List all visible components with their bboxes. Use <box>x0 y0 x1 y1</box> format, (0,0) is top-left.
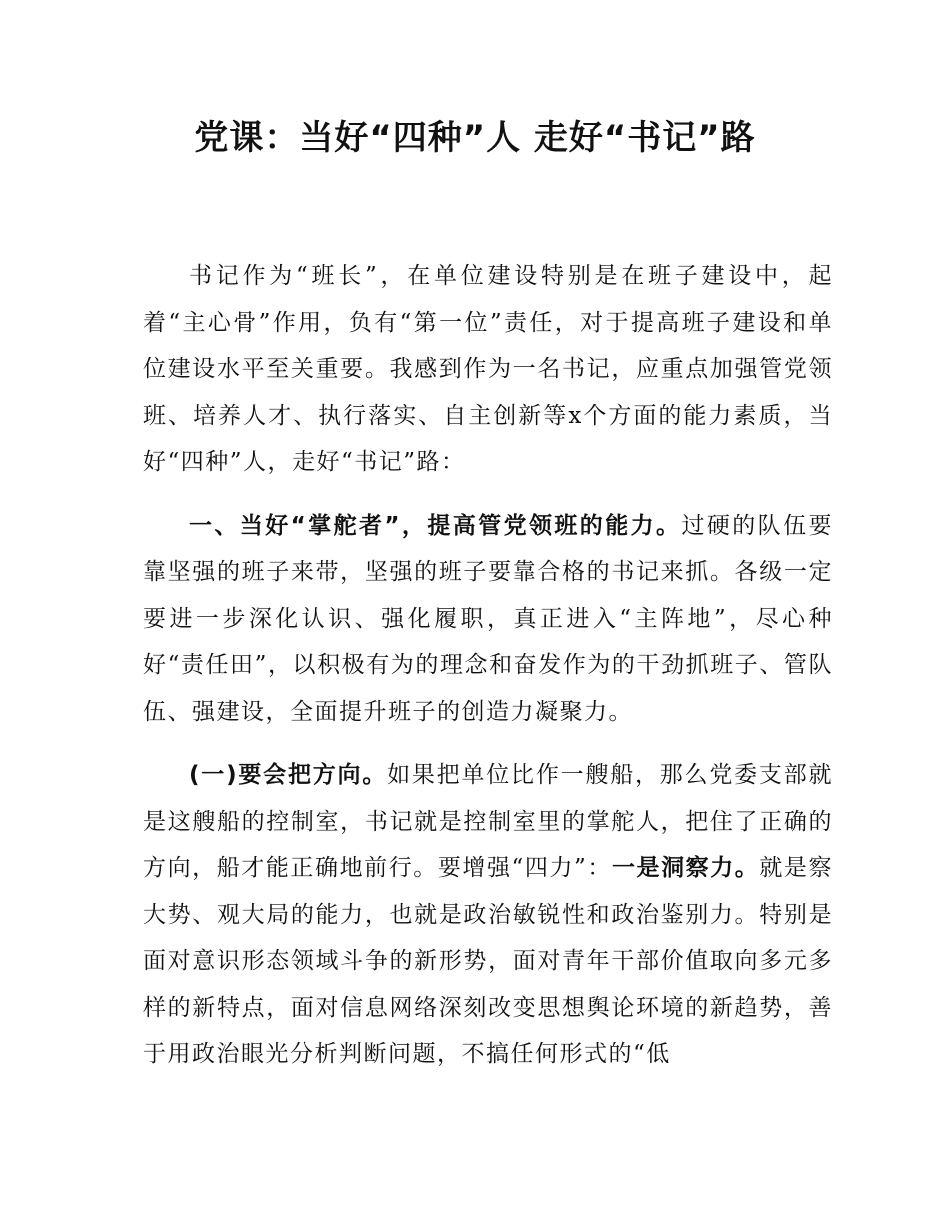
intro-paragraph: 书记作为“班长”，在单位建设特别是在班子建设中，起着“主心骨”作用，负有“第一位”责任，对于提高班子建设和单位建设水平至关重要。我感到作为一名书记，应重点加强管党领班、培养人才、执行落实、自主创新等x个方面的能力素质，当好“四种”人，走好“书记”路： <box>143 263 833 475</box>
subsection-1-highlight: 一是洞察力。 <box>611 855 760 881</box>
section-1-paragraph <box>143 503 833 736</box>
section-1-heading: 一、当好“掌舵者”，提高管党领班的能力。 <box>189 512 682 539</box>
subsection-1-paragraph <box>143 752 833 1078</box>
page-title: 党课：当好“四种”人 走好“书记”路 <box>194 118 756 158</box>
subsection-1-text: 如果把单位比作一艘船，那么党委支部就是这艘船的控制室，书记就是控制室里的掌舵人，把住了正确的方向，船才能正确地前行。要增强“四力”： <box>143 762 833 881</box>
subsection-1-heading: (一)要会把方向。 <box>189 762 388 788</box>
section-1-text: 过硬的队伍要靠坚强的班子来带，坚强的班子要靠合格的书记来抓。各级一定要进一步深化认识、强化履职，真正进入“主阵地”，尽心种好“责任田”，以积极有为的理念和奋发作为的干劲抓班子、管队伍、强建设，全面提升班子的创造力凝聚力。 <box>143 512 834 725</box>
subsection-1-text-continued: 就是察大势、观大局的能力，也就是政治敏锐性和政治鉴别力。特别是面对意识形态领域斗争的新形势，面对青年干部价值取向多元多样的新特点，面对信息网络深刻改变思想舆论环境的新趋势，善于用政治眼光分析判断问题，不搞任何形式的“低 <box>143 855 833 1067</box>
document-body <box>143 253 833 1095</box>
